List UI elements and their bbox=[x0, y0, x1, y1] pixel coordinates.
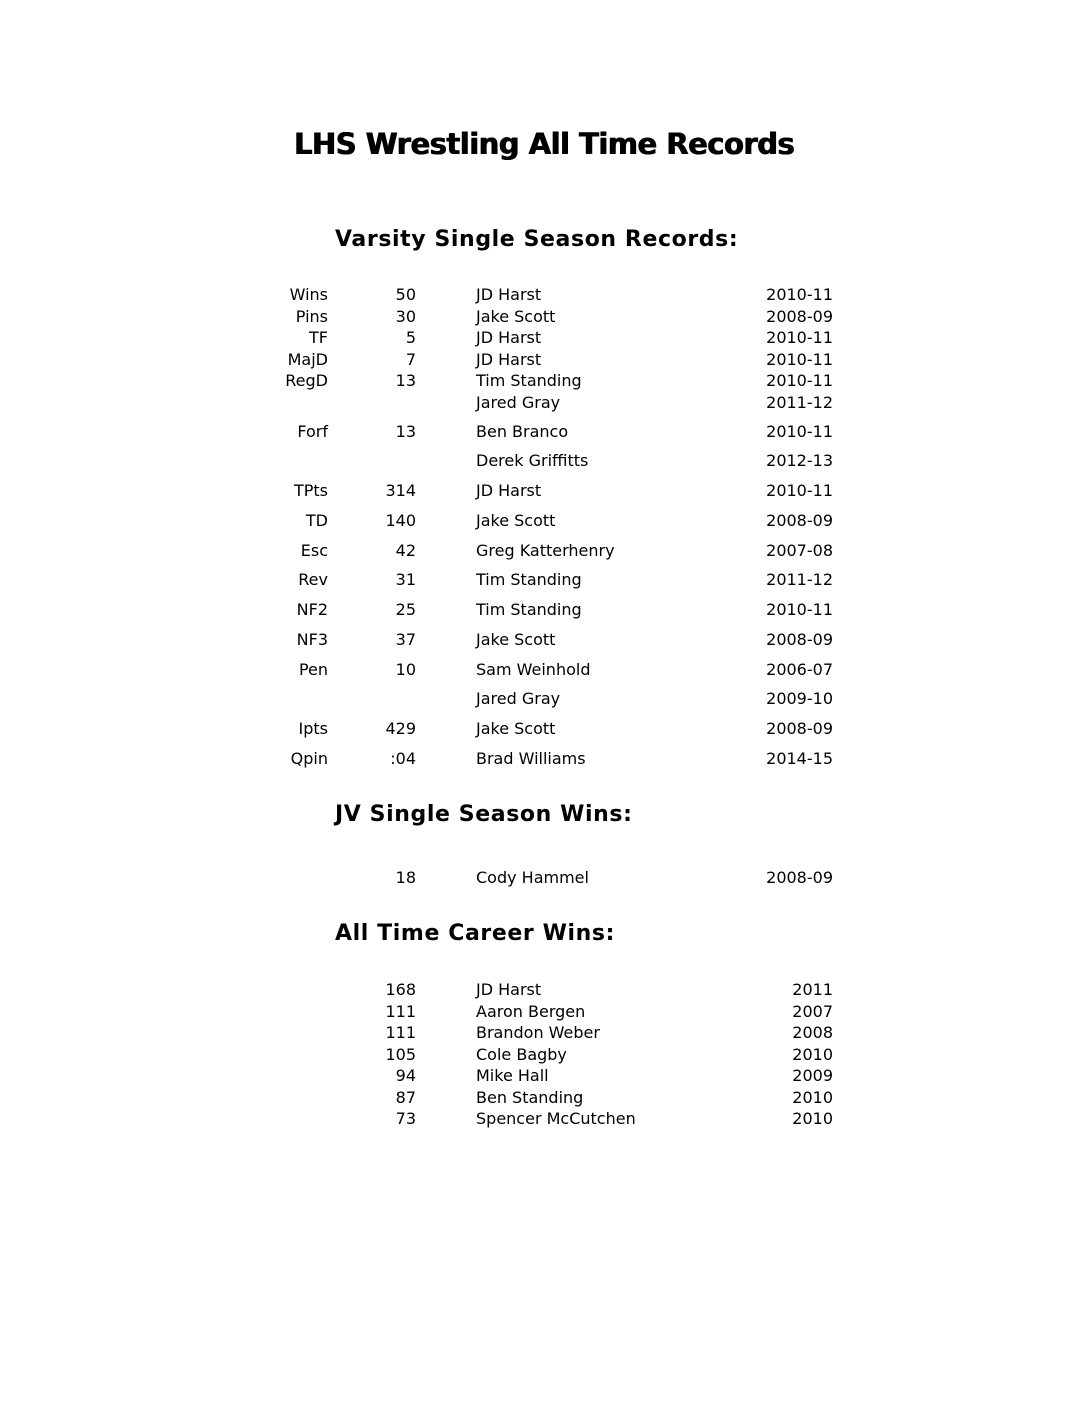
record-year: 2010-11 bbox=[766, 481, 833, 500]
record-year: 2008-09 bbox=[766, 307, 833, 326]
wrestler-name: Sam Weinhold bbox=[476, 660, 591, 679]
table-row bbox=[0, 599, 1088, 621]
record-year: 2007 bbox=[792, 1002, 833, 1021]
record-year: 2010-11 bbox=[766, 422, 833, 441]
record-value: 37 bbox=[395, 630, 416, 649]
record-value: 314 bbox=[385, 481, 416, 500]
page-title: LHS Wrestling All Time Records bbox=[293, 127, 795, 161]
table-row bbox=[0, 1108, 1088, 1130]
record-year: 2009 bbox=[792, 1066, 833, 1085]
record-value: 111 bbox=[385, 1002, 416, 1021]
record-year: 2011-12 bbox=[766, 393, 833, 412]
record-category: RegD bbox=[285, 371, 328, 390]
record-category: Esc bbox=[300, 541, 328, 560]
record-value: 140 bbox=[385, 511, 416, 530]
record-category: Pen bbox=[298, 660, 328, 679]
table-row bbox=[0, 1087, 1088, 1109]
record-category: MajD bbox=[287, 350, 328, 369]
record-value: 111 bbox=[385, 1023, 416, 1042]
record-year: 2010-11 bbox=[766, 600, 833, 619]
table-row bbox=[0, 718, 1088, 740]
record-value: 168 bbox=[385, 980, 416, 999]
record-year: 2011 bbox=[792, 980, 833, 999]
wrestler-name: Tim Standing bbox=[476, 600, 582, 619]
table-row bbox=[0, 867, 1088, 889]
record-year: 2014-15 bbox=[766, 749, 833, 768]
record-value: 87 bbox=[395, 1088, 416, 1107]
record-year: 2008-09 bbox=[766, 511, 833, 530]
record-year: 2008 bbox=[792, 1023, 833, 1042]
wrestler-name: JD Harst bbox=[476, 481, 542, 500]
wrestler-name: Mike Hall bbox=[476, 1066, 549, 1085]
record-value: 30 bbox=[395, 307, 416, 326]
record-category: Forf bbox=[297, 422, 328, 441]
record-year: 2008-09 bbox=[766, 630, 833, 649]
record-year: 2011-12 bbox=[766, 570, 833, 589]
wrestler-name: Greg Katterhenry bbox=[476, 541, 615, 560]
record-year: 2012-13 bbox=[766, 451, 833, 470]
wrestler-name: JD Harst bbox=[476, 285, 542, 304]
record-category: NF2 bbox=[296, 600, 328, 619]
record-value: 13 bbox=[395, 371, 416, 390]
table-row bbox=[0, 1065, 1088, 1087]
wrestler-name: Tim Standing bbox=[476, 371, 582, 390]
wrestler-name: JD Harst bbox=[476, 328, 542, 347]
record-year: 2010-11 bbox=[766, 285, 833, 304]
record-value: 105 bbox=[385, 1045, 416, 1064]
record-value: 42 bbox=[395, 541, 416, 560]
record-category: Qpin bbox=[290, 749, 328, 768]
table-row bbox=[0, 327, 1088, 349]
record-year: 2010-11 bbox=[766, 350, 833, 369]
table-row bbox=[0, 421, 1088, 443]
record-year: 2010 bbox=[792, 1045, 833, 1064]
table-row bbox=[0, 659, 1088, 681]
record-category: TPts bbox=[293, 481, 328, 500]
table-row bbox=[0, 306, 1088, 328]
wrestler-name: Jake Scott bbox=[476, 630, 556, 649]
record-value: 31 bbox=[395, 570, 416, 589]
table-row bbox=[0, 284, 1088, 306]
wrestler-name: Jared Gray bbox=[476, 689, 561, 708]
record-year: 2010-11 bbox=[766, 371, 833, 390]
record-value: 25 bbox=[395, 600, 416, 619]
record-value: 7 bbox=[405, 350, 416, 369]
table-row bbox=[0, 748, 1088, 770]
wrestler-name: Jake Scott bbox=[476, 511, 556, 530]
record-year: 2010 bbox=[792, 1109, 833, 1128]
wrestler-name: Ben Standing bbox=[476, 1088, 584, 1107]
record-value: 73 bbox=[395, 1109, 416, 1128]
record-category: Pins bbox=[295, 307, 328, 326]
wrestler-name: Cody Hammel bbox=[476, 868, 589, 887]
table-row bbox=[0, 540, 1088, 562]
table-row bbox=[0, 569, 1088, 591]
table-row bbox=[0, 1022, 1088, 1044]
record-category: TF bbox=[309, 328, 328, 347]
record-value: :04 bbox=[390, 749, 416, 768]
table-row bbox=[0, 510, 1088, 532]
table-row bbox=[0, 450, 1088, 472]
record-value: 5 bbox=[405, 328, 416, 347]
record-year: 2008-09 bbox=[766, 719, 833, 738]
jv-heading: JV Single Season Wins: bbox=[335, 802, 633, 827]
record-year: 2006-07 bbox=[766, 660, 833, 679]
record-year: 2010 bbox=[792, 1088, 833, 1107]
wrestler-name: Jake Scott bbox=[476, 307, 556, 326]
record-value: 429 bbox=[385, 719, 416, 738]
record-year: 2010-11 bbox=[766, 328, 833, 347]
wrestler-name: Derek Griffitts bbox=[476, 451, 589, 470]
record-year: 2007-08 bbox=[766, 541, 833, 560]
wrestler-name: Ben Branco bbox=[476, 422, 569, 441]
wrestler-name: Jared Gray bbox=[476, 393, 561, 412]
record-category: Wins bbox=[289, 285, 328, 304]
record-value: 94 bbox=[395, 1066, 416, 1085]
record-value: 50 bbox=[395, 285, 416, 304]
record-value: 18 bbox=[395, 868, 416, 887]
record-category: Rev bbox=[298, 570, 328, 589]
table-row bbox=[0, 370, 1088, 392]
record-year: 2008-09 bbox=[766, 868, 833, 887]
wrestler-name: Jake Scott bbox=[476, 719, 556, 738]
table-row bbox=[0, 629, 1088, 651]
record-category: TD bbox=[305, 511, 328, 530]
wrestler-name: Aaron Bergen bbox=[476, 1002, 586, 1021]
wrestler-name: Tim Standing bbox=[476, 570, 582, 589]
wrestler-name: Cole Bagby bbox=[476, 1045, 567, 1064]
wrestler-name: Brad Williams bbox=[476, 749, 586, 768]
varsity-heading: Varsity Single Season Records: bbox=[335, 227, 739, 252]
record-value: 10 bbox=[395, 660, 416, 679]
table-row bbox=[0, 349, 1088, 371]
table-row bbox=[0, 1001, 1088, 1023]
table-row bbox=[0, 480, 1088, 502]
wrestler-name: JD Harst bbox=[476, 980, 542, 999]
career-heading: All Time Career Wins: bbox=[335, 921, 615, 946]
record-year: 2009-10 bbox=[766, 689, 833, 708]
table-row bbox=[0, 1044, 1088, 1066]
table-row bbox=[0, 392, 1088, 414]
table-row bbox=[0, 979, 1088, 1001]
table-row bbox=[0, 688, 1088, 710]
wrestler-name: Brandon Weber bbox=[476, 1023, 600, 1042]
wrestler-name: JD Harst bbox=[476, 350, 542, 369]
record-value: 13 bbox=[395, 422, 416, 441]
record-category: Ipts bbox=[298, 719, 328, 738]
wrestler-name: Spencer McCutchen bbox=[476, 1109, 636, 1128]
record-category: NF3 bbox=[296, 630, 328, 649]
